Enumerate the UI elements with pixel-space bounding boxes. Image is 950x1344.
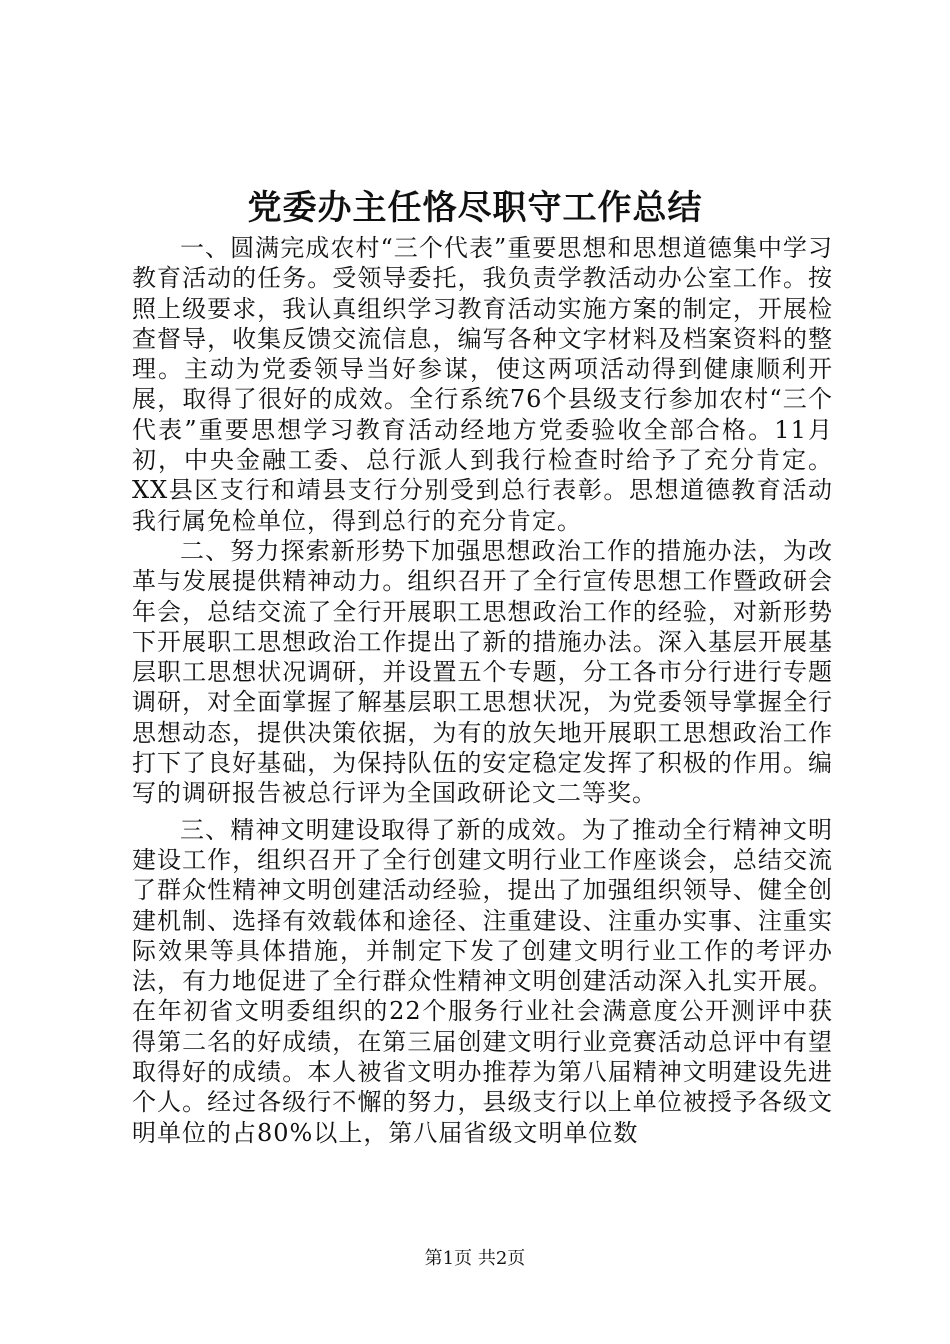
paragraph-1: 一、圆满完成农村“三个代表”重要思想和思想道德集中学习教育活动的任务。受领导委托，我负责学教活动办公室工作。按照上级要求，我认真组织学习教育活动实施方案的制定，开展检查督导，收集反馈交流信息，编写各种文字材料及档案资料的整理。主动为党委领导当好参谋，使这两项活动得到健康顺利开展，取得了很好的成效。全行系统76个县级支行参加农村“三个代表”重要思想学习教育活动经地方党委验收全部合格。11月初，中央金融工委、总行派人到我行检查时给予了充分肯定。XX县区支行和靖县支行分别受到总行表彰。思想道德教育活动我行属免检单位，得到总行的充分肯定。 xyxy=(132,234,833,535)
document-title: 党委办主任恪尽职守工作总结 xyxy=(247,188,703,228)
page-footer: 第1页 共2页 xyxy=(424,1248,526,1269)
paragraph-2: 二、努力探索新形势下加强思想政治工作的措施办法，为改革与发展提供精神动力。组织召开了全行宣传思想工作暨政研会年会，总结交流了全行开展职工思想政治工作的经验，对新形势下开展职工思想政治工作提出了新的措施办法。深入基层开展基层职工思想状况调研，并设置五个专题，分工各市分行进行专题调研，对全面掌握了解基层职工思想状况，为党委领导掌握全行思想动态，提供决策依据，为有的放矢地开展职工思想政治工作打下了良好基础，为保持队伍的安定稳定发挥了积极的作用。编写的调研报告被总行评为全国政研论文二等奖。 xyxy=(132,536,833,808)
document-body xyxy=(132,233,833,1148)
paragraph-3: 三、精神文明建设取得了新的成效。为了推动全行精神文明建设工作，组织召开了全行创建文明行业工作座谈会，总结交流了群众性精神文明创建活动经验，提出了加强组织领导、健全创建机制、选择有效载体和途径、注重建设、注重办实事、注重实际效果等具体措施，并制定下发了创建文明行业工作的考评办法，有力地促进了全行群众性精神文明创建活动深入扎实开展。在年初省文明委组织的22个服务行业社会满意度公开测评中获得第二名的好成绩，在第三届创建文明行业竞赛活动总评中有望取得好的成绩。本人被省文明办推荐为第八届精神文明建设先进个人。经过各级行不懈的努力，县级支行以上单位被授予各级文明单位的占80%以上，第八届省级文明单位数 xyxy=(132,815,833,1147)
